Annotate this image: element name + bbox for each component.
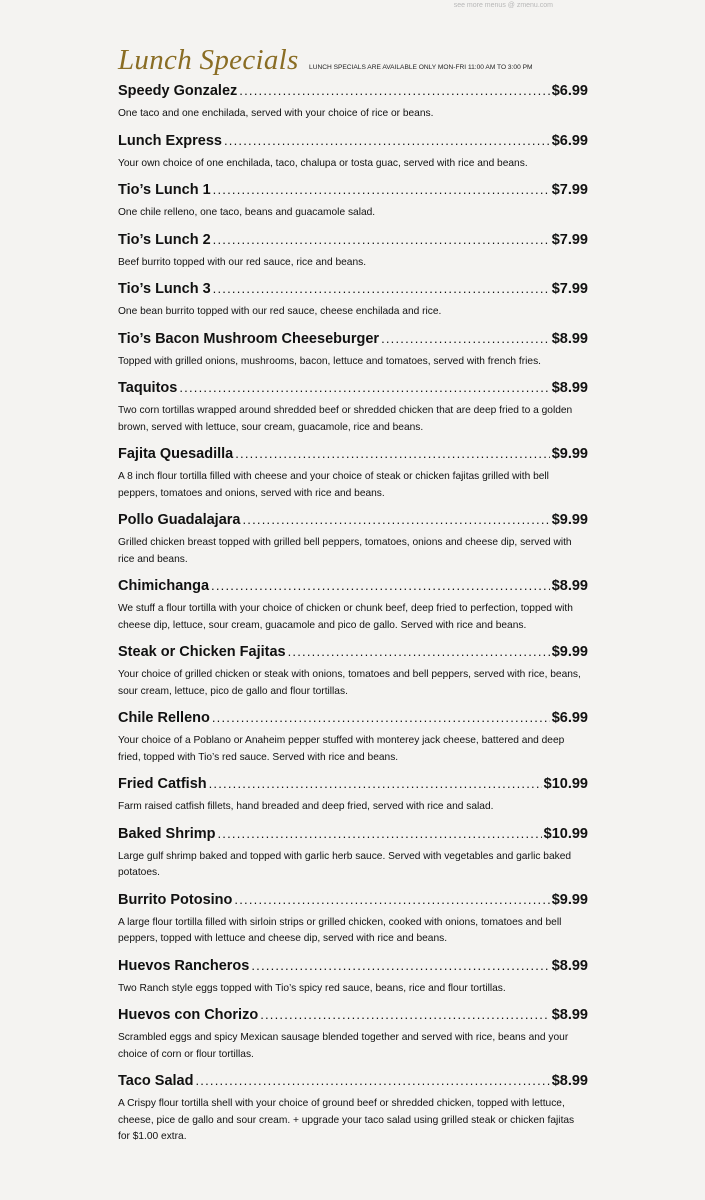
item-name: Burrito Potosino (118, 891, 233, 908)
menu-item (118, 83, 588, 123)
item-name: Speedy Gonzalez (118, 83, 238, 99)
item-description: Scrambled eggs and spicy Mexican sausage blended together and served with rice, beans and your choice of corn or flour tortillas. (118, 1032, 569, 1060)
menu-item (118, 281, 588, 321)
item-name: Tio’s Bacon Mushroom Cheeseburger (118, 330, 380, 347)
item-description: A large flour tortilla filled with sirloin strips or grilled chicken, cooked with onions, tomatoes and bell peppers, topped with lettuce and cheese dip, served with rice and beans. (118, 916, 562, 944)
item-price: $9.99 (551, 891, 588, 908)
menu-items-list (118, 83, 588, 1156)
item-description: One taco and one enchilada, served with your choice of rice or beans. (118, 108, 434, 119)
item-price: $7.99 (551, 231, 588, 248)
dot-leader (381, 331, 550, 346)
item-price: $9.99 (551, 644, 588, 660)
dot-leader (212, 710, 550, 725)
item-name: Huevos Rancheros (118, 957, 250, 974)
item-price: $6.99 (551, 83, 588, 99)
item-price: $9.99 (551, 446, 588, 462)
item-description: Topped with grilled onions, mushrooms, bacon, lettuce and tomatoes, served with french fries. (118, 355, 541, 367)
menu-item (118, 578, 588, 634)
item-name: Lunch Express (118, 132, 222, 149)
item-name: Pollo Guadalajara (118, 512, 241, 528)
item-description: Beef burrito topped with our red sauce, rice and beans. (118, 256, 367, 268)
item-name: Huevos con Chorizo (118, 1007, 259, 1023)
item-name: Chile Relleno (118, 710, 210, 726)
menu-item (118, 710, 588, 766)
menu-item (118, 512, 588, 568)
menu-item (118, 380, 588, 436)
menu-item (118, 644, 588, 700)
section-title: Lunch Specials (118, 44, 299, 76)
dot-leader (224, 133, 550, 148)
item-description: Your own choice of one enchilada, taco, chalupa or tosta guac, served with rice and beans. (118, 157, 528, 169)
item-price: $10.99 (543, 776, 588, 792)
menu-item (118, 182, 588, 222)
dot-leader (209, 776, 542, 791)
item-description: A Crispy flour tortilla shell with your choice of ground beef or shredded chicken, topped with lettuce, cheese, pice de gallo and sour cream. + upgrade your taco salad using grilled steak or chicken fajitas for $1.00 extra. (118, 1098, 575, 1142)
item-description: Two Ranch style eggs topped with Tio’s spicy red sauce, beans, rice and flour tortillas. (118, 982, 506, 994)
item-price: $8.99 (551, 380, 588, 396)
menu-item (118, 133, 588, 173)
item-price: $8.99 (551, 1007, 588, 1023)
dot-leader (179, 380, 549, 395)
dot-leader (213, 182, 550, 197)
item-name: Steak or Chicken Fajitas (118, 644, 286, 660)
menu-item (118, 331, 588, 371)
item-description: One chile relleno, one taco, beans and guacamole salad. (118, 207, 376, 218)
item-price: $8.99 (551, 578, 588, 594)
menu-item (118, 776, 588, 816)
menu-item (118, 892, 588, 948)
item-description: One bean burrito topped with our red sauce, cheese enchilada and rice. (118, 306, 442, 317)
dot-leader (213, 281, 550, 296)
item-description: Large gulf shrimp baked and topped with garlic herb sauce. Served with vegetables and garlic baked potatoes. (118, 850, 572, 878)
item-description: A 8 inch flour tortilla filled with cheese and your choice of steak or chicken fajitas grilled with bell peppers, tomatoes and onions, served with rice and beans. (118, 471, 549, 499)
item-price: $10.99 (543, 825, 588, 842)
menu-item (118, 1073, 588, 1146)
item-name: Fried Catfish (118, 776, 207, 792)
item-name: Tio’s Lunch 2 (118, 231, 211, 248)
item-description: Your choice of a Poblano or Anaheim pepper stuffed with monterey jack cheese, battered and deep fried, topped with Tio’s red sauce. Served with rice and beans. (118, 735, 565, 763)
item-name: Taquitos (118, 380, 178, 396)
menu-item (118, 446, 588, 502)
item-name: Chimichanga (118, 578, 210, 594)
menu-item (118, 958, 588, 998)
dot-leader (218, 826, 542, 841)
item-description: Grilled chicken breast topped with grilled bell peppers, tomatoes, onions and cheese dip, served with rice and beans. (118, 537, 572, 565)
item-price: $8.99 (551, 1073, 588, 1089)
item-price: $6.99 (551, 132, 588, 149)
item-price: $9.99 (551, 512, 588, 528)
dot-leader (211, 578, 550, 593)
menu-item (118, 232, 588, 272)
watermark: see more menus @ zmenu.com (453, 2, 553, 9)
dot-leader (213, 232, 550, 247)
item-name: Baked Shrimp (118, 825, 216, 842)
item-name: Tio’s Lunch 3 (118, 281, 211, 297)
item-price: $8.99 (551, 330, 588, 347)
menu-item (118, 1007, 588, 1063)
availability-note: LUNCH SPECIALS ARE AVAILABLE ONLY MON-FRI 11:00 AM TO 3:00 PM (309, 64, 533, 71)
item-price: $8.99 (551, 957, 588, 974)
menu-header (118, 44, 610, 77)
item-price: $7.99 (551, 182, 588, 198)
menu-item (118, 826, 588, 882)
item-description: Your choice of grilled chicken or steak with onions, tomatoes and bell peppers, served with rice, beans, sour cream, lettuce, pico de gallo and flour tortillas. (118, 669, 581, 697)
item-price: $7.99 (551, 281, 588, 297)
dot-leader (239, 83, 549, 98)
dot-leader (251, 958, 549, 973)
dot-leader (243, 512, 550, 527)
item-description: Farm raised catfish fillets, hand breaded and deep fried, served with rice and salad. (118, 801, 494, 812)
item-description: Two corn tortillas wrapped around shredded beef or shredded chicken that are deep fried to a golden brown, served with lettuce, sour cream, guacamole, rice and beans. (118, 405, 573, 433)
item-price: $6.99 (551, 710, 588, 726)
item-description: We stuff a flour tortilla with your choice of chicken or chunk beef, deep fried to perfection, topped with cheese dip, lettuce, sour cream, guacamole and pico de gallo. Served with rice and beans. (118, 603, 573, 631)
dot-leader (288, 644, 550, 659)
item-name: Tio’s Lunch 1 (118, 182, 211, 198)
dot-leader (234, 892, 549, 907)
dot-leader (260, 1007, 550, 1022)
dot-leader (195, 1073, 549, 1088)
item-name: Taco Salad (118, 1073, 194, 1089)
item-name: Fajita Quesadilla (118, 446, 234, 462)
dot-leader (235, 446, 549, 461)
